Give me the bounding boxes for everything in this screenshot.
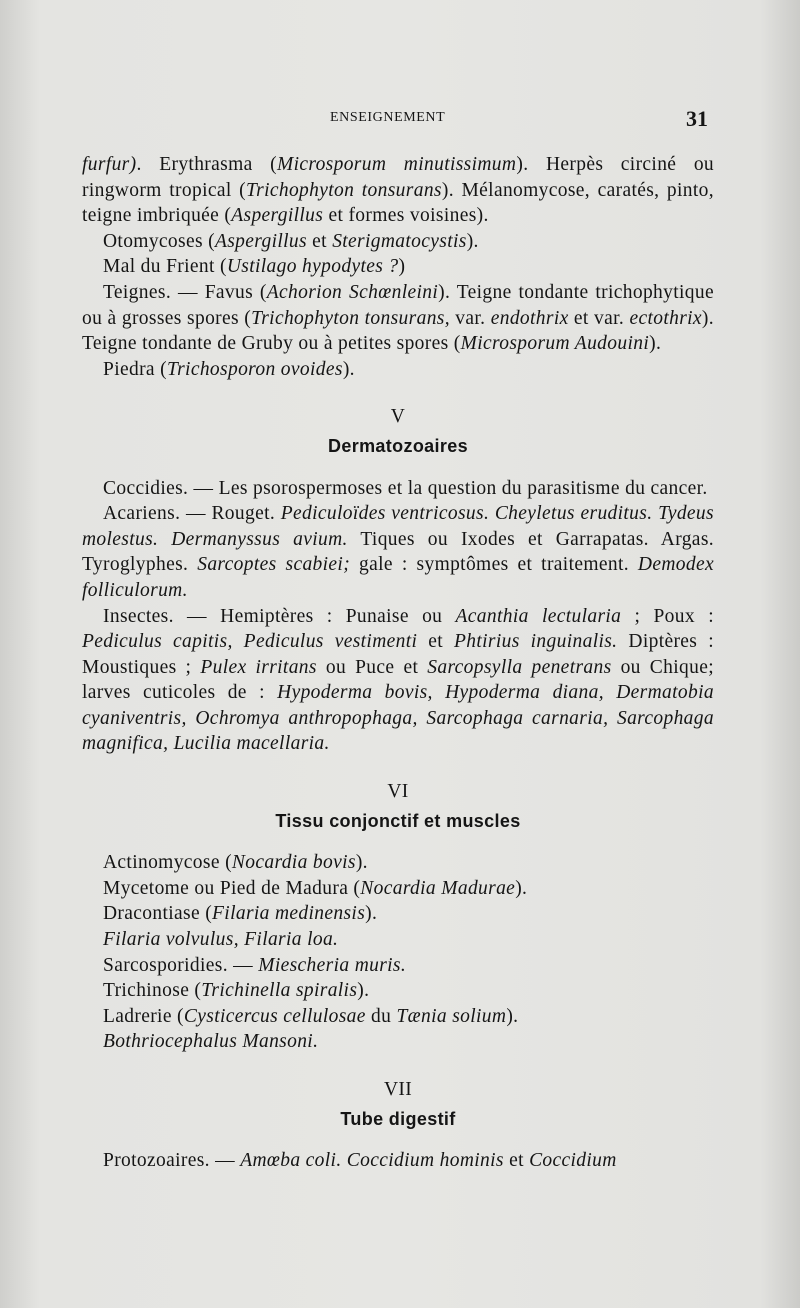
text-run: Aspergillus [231, 205, 324, 227]
text-run: Insectes. — Hemiptères : Punaise ou [103, 605, 456, 627]
section-title-tube-digestif: Tube digestif [340, 1108, 456, 1129]
text-run: Filaria medinensis [212, 903, 366, 925]
text-run: Demodex folliculorum. [82, 554, 714, 601]
text-run: Tiques ou Ixodes et Garrapatas. Argas. Tyroglyphes. [82, 528, 714, 576]
text-run: Teignes. — Favus ( [103, 281, 267, 303]
page-body [82, 152, 714, 1174]
text-run: Coccidies. — Les psorospermoses et la question du parasitisme du cancer. [103, 477, 708, 499]
text-run: Pediculoïdes ventricosus. Cheyletus eruditus. Tydeus molestus. Dermanyssus avium. [82, 503, 714, 550]
text-run: Coccidium [529, 1150, 617, 1172]
paragraph-piedra [82, 357, 714, 383]
text-run: ). [649, 333, 662, 355]
text-run: Aspergillus [214, 230, 307, 252]
text-run: Filaria volvulus, Filaria loa. [103, 929, 339, 951]
text-run: Sarcosporidies. — [103, 954, 259, 976]
text-run: Microsporum minutissimum [276, 154, 517, 175]
text-run: Trichophyton tonsurans [246, 179, 442, 201]
list-item [82, 953, 714, 979]
list-item [82, 927, 714, 953]
text-run: Bothriocephalus Mansoni. [103, 1031, 319, 1053]
text-run: et [306, 230, 333, 252]
text-run: et [503, 1150, 530, 1172]
text-run: Piedra ( [103, 358, 167, 380]
text-run: Achorion Schœnleini [266, 281, 439, 303]
text-run: ). [515, 877, 528, 899]
text-run: ). [355, 852, 368, 874]
text-run: Acariens. — Rouget. [103, 503, 281, 525]
text-run: ). [365, 903, 378, 925]
text-run: Sarcopsylla penetrans [427, 656, 612, 678]
text-run: Trichinose ( [103, 980, 202, 1002]
text-run: ). [506, 1005, 519, 1027]
list-item [82, 1004, 714, 1030]
paragraph-insectes [82, 604, 714, 758]
text-run: Sterigmatocystis [332, 230, 467, 252]
list-item [82, 876, 714, 902]
section-number-v: V [390, 406, 406, 428]
text-run: Phtirius inguinalis. [454, 631, 618, 653]
text-run: Miescheria muris. [258, 954, 407, 976]
paragraph-mal-du-frient [82, 254, 714, 280]
text-run: Tænia solium [396, 1005, 507, 1027]
text-run: Ladrerie ( [103, 1005, 184, 1027]
text-run: du [365, 1005, 397, 1027]
text-run: Trichinella spiralis [201, 980, 358, 1002]
section-title-tissu-conjonctif: Tissu conjonctif et muscles [275, 810, 521, 831]
text-run: Mal du Frient ( [103, 256, 227, 278]
text-run: ectothrix [629, 307, 702, 329]
text-run: Trichosporon ovoides [167, 358, 343, 380]
text-run: Acanthia lectularia [455, 605, 622, 627]
list-item [82, 850, 714, 876]
text-run: Otomycoses ( [103, 230, 215, 252]
text-run: ) [398, 256, 406, 278]
list-item [82, 901, 714, 927]
section-number-vi: VI [387, 781, 409, 803]
running-title: ENSEIGNEMENT [330, 110, 446, 125]
text-run: ou Chique; larves cuticoles de : [82, 656, 715, 704]
text-run: Ustilago hypodytes ? [226, 256, 399, 278]
text-run: ). [357, 980, 370, 1002]
text-run: Pediculus capitis, Pediculus vestimenti [82, 631, 418, 653]
text-run: ). [342, 358, 355, 380]
text-run: ). Herpès circiné ou ringworm tropical ( [82, 154, 715, 201]
text-run: Amœba coli. Coccidium hominis [240, 1150, 504, 1172]
text-run: Hypoderma bovis, Hypoderma diana, Dermatobia cyaniventris, Ochromya anthropophaga, Sarcophaga carnaria, Sarcophaga magnifica, Lucilia macellaria. [82, 682, 714, 755]
text-run: ; Poux : [621, 605, 714, 627]
text-run: ). Mélanomycose, caratés, pinto, teigne imbriquée ( [82, 179, 714, 227]
text-run: Nocardia Madurae [360, 877, 516, 899]
text-run: furfur) [82, 154, 137, 175]
text-run: . Erythrasma ( [136, 154, 277, 175]
text-run: ). Teigne tondante trichophytique ou à grosses spores ( [82, 281, 714, 329]
text-run: Actinomycose ( [103, 852, 232, 874]
text-run: et formes voisines). [323, 205, 489, 227]
list-item [82, 1029, 714, 1055]
text-run: Diptères : Moustiques ; [82, 631, 715, 678]
text-run: et var. [568, 307, 630, 329]
text-run: Pulex irritans [200, 656, 317, 678]
text-run: ). [466, 230, 479, 252]
text-run: et [417, 631, 455, 653]
paragraph-teignes [82, 280, 714, 357]
section-title-dermatozoaires: Dermatozoaires [328, 435, 468, 456]
text-run: Nocardia bovis [231, 852, 356, 874]
paragraph-acariens [82, 501, 714, 603]
text-run: var. [449, 307, 491, 329]
paragraph-protozoaires [82, 1148, 714, 1174]
paragraph-otomycoses [82, 229, 714, 255]
page-number: 31 [686, 106, 708, 131]
text-run: endothrix [490, 307, 569, 329]
text-run: ou Puce et [316, 656, 428, 678]
text-run: Mycetome ou Pied de Madura ( [103, 877, 361, 899]
text-run: Protozoaires. — [103, 1150, 241, 1172]
text-run: gale : symptômes et traitement. [350, 554, 638, 576]
paragraph-trichophyton [82, 152, 714, 229]
section-number-vii: VII [383, 1079, 413, 1100]
text-run: Microsporum Audouini [460, 333, 650, 355]
list-item [82, 978, 714, 1004]
text-run: Sarcoptes scabiei; [197, 554, 351, 576]
text-run: Dracontiase ( [103, 903, 213, 925]
page-header [0, 108, 800, 132]
text-run: ). Teigne tondante de Gruby ou à petites spores ( [82, 307, 714, 355]
paragraph-coccidies [82, 476, 714, 502]
text-run: Trichophyton tonsurans, [251, 307, 450, 329]
text-run: Cysticercus cellulosae [183, 1005, 366, 1027]
